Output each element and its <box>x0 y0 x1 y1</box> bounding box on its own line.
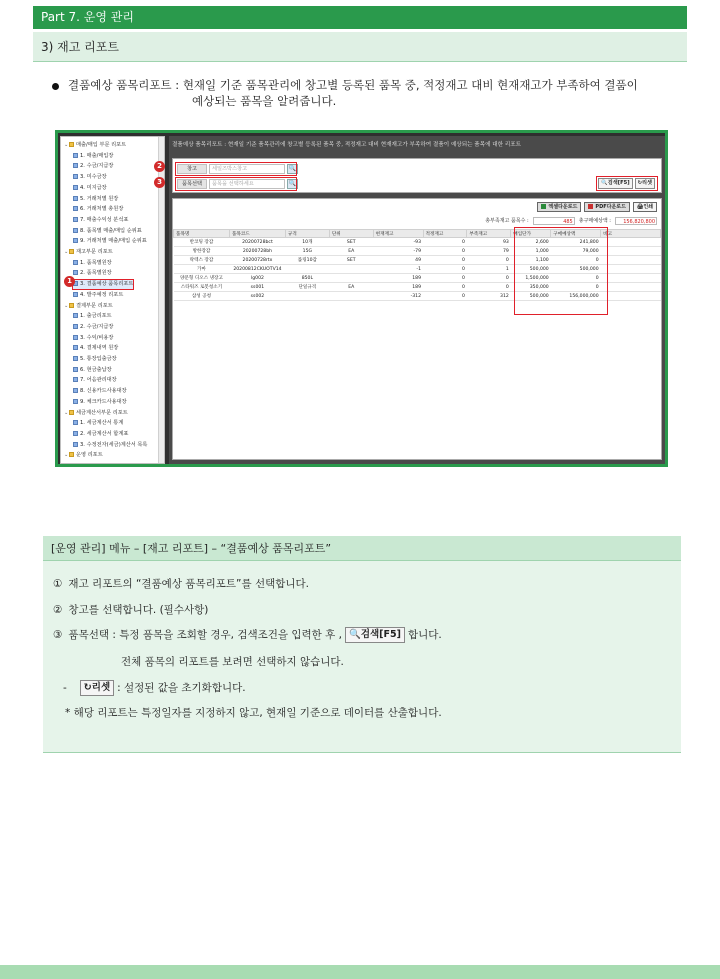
document-icon <box>73 163 78 168</box>
excel-icon <box>541 204 546 209</box>
tree-item-label: 3. 미수금장 <box>80 174 107 181</box>
intro-line-2: 예상되는 품목을 알려줍니다. <box>192 94 337 108</box>
column-header[interactable]: 단위 <box>329 230 373 238</box>
footer-bar <box>0 965 720 979</box>
warehouse-label: 창고 <box>177 164 207 174</box>
column-header[interactable]: 품목코드 <box>229 230 285 238</box>
tree-item-label: 9. 체크카드사용대장 <box>80 398 127 405</box>
column-header[interactable]: 부족재고 <box>467 230 511 238</box>
tree-item-label: 3. 수익/비용장 <box>80 334 114 341</box>
column-header[interactable]: 매입단가 <box>511 230 551 238</box>
sum-short-label: 총부족재고 품목수 : <box>485 218 529 224</box>
search-icon: 🔍 <box>348 629 361 640</box>
table-cell: lg002 <box>229 274 285 283</box>
folder-icon <box>69 303 74 308</box>
reset-icon: ↻ <box>83 682 92 693</box>
search-button[interactable]: 🔍검색[F5] <box>598 178 632 189</box>
table-cell: 1 <box>467 265 511 274</box>
step-1-number: ① <box>53 578 63 590</box>
document-icon <box>73 345 78 350</box>
table-cell <box>329 265 373 274</box>
table-cell: -312 <box>373 292 423 301</box>
table-cell: 49 <box>373 256 423 265</box>
table-cell: 0 <box>467 274 511 283</box>
summary-bar <box>485 217 657 225</box>
warehouse-input[interactable]: 세일즈박스창고 <box>209 164 285 174</box>
table-cell: 0 <box>423 265 467 274</box>
sum-short-value: 485 <box>533 217 575 225</box>
tree-item-label: 8. 신용카드사용대장 <box>80 388 127 395</box>
pdf-icon <box>588 204 593 209</box>
tree-item-label: 4. 발주예정 리포트 <box>80 291 124 298</box>
tree-item[interactable] <box>73 387 127 396</box>
expand-chevron-icon[interactable]: ⌄ <box>64 142 69 148</box>
item-label: 품목선택 <box>177 179 207 189</box>
table-cell: ss001 <box>229 283 285 292</box>
table-cell: 350,000 <box>511 283 551 292</box>
table-cell: EA <box>329 283 373 292</box>
step-2 <box>53 603 208 617</box>
price-columns-highlight <box>514 227 608 315</box>
section-title: 3) 재고 리포트 <box>41 40 119 54</box>
table-cell: 0 <box>551 256 601 265</box>
inline-reset-button: ↻리셋 <box>80 680 114 696</box>
table-cell: -93 <box>373 238 423 247</box>
badge-1: 1 <box>64 276 75 287</box>
table-cell: 93 <box>467 238 511 247</box>
report-tree[interactable] <box>60 136 165 464</box>
tree-folder[interactable] <box>64 302 113 311</box>
table-cell: 20200812CKUOTV14 <box>229 265 285 274</box>
document-icon <box>73 238 78 243</box>
table-cell <box>601 292 661 301</box>
table-cell: 0 <box>423 256 467 265</box>
tree-item[interactable] <box>73 430 128 439</box>
step-3-number: ③ <box>53 629 63 641</box>
tree-item-label: 2. 품목별원장 <box>80 270 112 277</box>
printer-icon: 🖨 <box>636 204 644 210</box>
tree-item-label: 2. 수금/지급장 <box>80 323 114 330</box>
reset-explanation <box>63 680 246 696</box>
table-cell: SET <box>329 256 373 265</box>
badge-2: 2 <box>154 161 165 172</box>
table-cell: SET <box>329 238 373 247</box>
tree-item[interactable] <box>73 237 147 246</box>
tree-item[interactable] <box>73 419 123 428</box>
footnote: * 해당 리포트는 특정일자를 지정하지 않고, 현재일 기준으로 데이터를 산출합니다. <box>65 707 442 719</box>
tree-item-label: 결제부문 리포트 <box>76 302 113 309</box>
document-icon <box>73 153 78 158</box>
table-cell: 0 <box>551 283 601 292</box>
tree-item[interactable] <box>73 152 113 161</box>
tree-item[interactable] <box>73 280 133 289</box>
sum-amount-label: 총구매예상액 : <box>578 218 611 224</box>
folder-icon <box>69 410 74 415</box>
document-icon <box>73 377 78 382</box>
tree-item[interactable] <box>73 344 118 353</box>
reset-description: : 설정된 값을 초기화합니다. <box>117 682 246 694</box>
report-grid-area <box>172 198 662 460</box>
instruction-heading: [운영 관리] 메뉴 – [재고 리포트] – “결품예상 품목리포트” <box>43 536 681 561</box>
export-toolbar <box>537 202 657 212</box>
tree-item-label: 6. 현금출납장 <box>80 366 112 373</box>
tree-folder[interactable] <box>64 248 113 257</box>
table-cell: 락텍스 장갑 <box>174 256 230 265</box>
table-cell <box>285 265 329 274</box>
table-cell: 양문형 디오스 냉장고 <box>174 274 230 283</box>
tree-item-label: 5. 거래처별 원장 <box>80 195 119 202</box>
tree-item[interactable] <box>73 205 123 214</box>
column-header[interactable]: 비고 <box>601 230 661 238</box>
table-cell: 79,000 <box>551 247 601 256</box>
table-cell <box>329 274 373 283</box>
table-cell: 스타워즈 로봇청소기 <box>174 283 230 292</box>
tree-item-label: 2. 세금계산서 합계표 <box>80 430 129 437</box>
tree-item[interactable] <box>73 355 117 364</box>
table-cell <box>285 292 329 301</box>
tree-item[interactable] <box>73 184 107 193</box>
tree-item-label: 1. 출금리포트 <box>80 313 112 320</box>
tree-item-label: 2. 수금/지급장 <box>80 163 114 170</box>
tree-item-label: 1. 세금계산서 통계 <box>80 420 124 427</box>
table-cell: 10개 <box>285 238 329 247</box>
print-button[interactable]: 🖨인쇄 <box>633 202 657 212</box>
table-cell <box>601 238 661 247</box>
document-icon <box>73 367 78 372</box>
tree-folder[interactable] <box>64 451 103 460</box>
document-icon <box>73 206 78 211</box>
document-icon <box>73 196 78 201</box>
intro-line-1: 결품예상 품목리포트 : 현재일 기준 품목관리에 창고별 등록된 품목 중, 적정재고 대비 현재재고가 부족하여 결품이 <box>68 78 638 92</box>
tree-item-label: 1. 매출/매입장 <box>80 152 114 159</box>
table-cell: -1 <box>373 265 423 274</box>
table-cell: 0 <box>467 283 511 292</box>
tree-item-label: 6. 거래처별 총원장 <box>80 206 124 213</box>
part-header <box>33 6 687 29</box>
column-header[interactable]: 현재재고 <box>373 230 423 238</box>
section-header <box>33 32 687 62</box>
document-icon <box>73 420 78 425</box>
badge-3: 3 <box>154 177 165 188</box>
folder-icon <box>69 142 74 147</box>
part-title: Part 7. 운영 관리 <box>41 10 134 24</box>
reset-button[interactable]: ↻리셋 <box>635 178 655 189</box>
step-2-number: ② <box>53 604 63 616</box>
table-cell: EA <box>329 247 373 256</box>
buttons-highlight <box>596 176 658 191</box>
search-icon: 🔍 <box>601 180 608 186</box>
table-cell: 롤링10갑 <box>285 256 329 265</box>
expand-chevron-icon[interactable]: ⌄ <box>64 409 69 416</box>
document-icon <box>73 185 78 190</box>
pdf-download-button[interactable]: PDF다운로드 <box>584 202 630 212</box>
table-cell: 0 <box>551 274 601 283</box>
table-cell: 단일규격 <box>285 283 329 292</box>
table-cell: 20200728bct <box>229 238 285 247</box>
table-cell: 500,000 <box>511 292 551 301</box>
tree-item[interactable] <box>73 366 112 375</box>
table-cell <box>601 256 661 265</box>
step-2-text: 창고를 선택합니다. (필수사항) <box>68 604 209 616</box>
table-cell: 0 <box>423 274 467 283</box>
column-header[interactable]: 적정재고 <box>423 230 467 238</box>
folder-icon <box>69 452 74 457</box>
document-icon <box>73 174 78 179</box>
tree-item-label: 3. 결품예상 품목리포트 <box>80 281 134 288</box>
document-icon <box>73 442 78 447</box>
folder-icon <box>69 249 74 254</box>
tree-item-label: 재고부문 리포트 <box>76 249 113 255</box>
column-header[interactable]: 구매예상액 <box>551 230 601 238</box>
table-cell: 1,000 <box>511 247 551 256</box>
step-1 <box>53 577 309 591</box>
document-icon <box>73 356 78 361</box>
document-icon <box>73 313 78 318</box>
table-cell <box>601 283 661 292</box>
expand-chevron-icon[interactable]: ⌄ <box>64 249 69 255</box>
document-icon <box>73 388 78 393</box>
tree-item-label: 8. 품목별 매출/매입 순위표 <box>80 227 142 234</box>
table-cell: 0 <box>423 292 467 301</box>
table-cell: 1,100 <box>511 256 551 265</box>
tree-item-label: 7. 어음관리대장 <box>80 377 117 384</box>
table-cell: 20200728rtx <box>229 256 285 265</box>
column-header[interactable]: 품목명 <box>174 230 230 238</box>
warehouse-highlight <box>175 162 297 176</box>
instruction-box <box>43 536 681 753</box>
search-conditions <box>172 158 662 193</box>
tree-item[interactable] <box>73 259 112 268</box>
table-cell: 500,000 <box>511 265 551 274</box>
step-1-text: 재고 리포트의 “결품예상 품목리포트”를 선택합니다. <box>68 578 309 590</box>
table-cell: 삼성 공청 <box>174 292 230 301</box>
tree-item[interactable] <box>73 334 113 343</box>
table-cell <box>601 265 661 274</box>
expand-chevron-icon[interactable]: ⌄ <box>64 302 69 309</box>
tree-item[interactable] <box>73 441 147 450</box>
table-cell: 850L <box>285 274 329 283</box>
report-panel <box>169 136 667 464</box>
document-icon <box>73 431 78 436</box>
tree-item-label: 세금계산서부문 리포트 <box>76 409 128 416</box>
reset-dash: - <box>63 682 67 694</box>
table-cell: -79 <box>373 247 423 256</box>
table-cell <box>601 274 661 283</box>
document-icon <box>73 260 78 265</box>
item-highlight <box>175 177 297 191</box>
table-cell: 방한장갑 <box>174 247 230 256</box>
table-cell: 189 <box>373 283 423 292</box>
table-cell <box>329 292 373 301</box>
tree-item[interactable] <box>73 291 123 300</box>
table-cell: 312 <box>467 292 511 301</box>
table-cell: 0 <box>467 256 511 265</box>
tree-folder[interactable] <box>64 141 126 150</box>
tree-item[interactable] <box>73 312 112 321</box>
panel-title: 결품예상 품목리포트 : 현재일 기준 품목관리에 창고별 등록된 품목 중, 적정재고 대비 현재재고가 부족하여 결품이 예상되는 품목에 대한 리포트 <box>172 142 522 148</box>
step-3-note: 전체 품목의 리포트를 보려면 선택하지 않습니다. <box>121 656 344 668</box>
tree-item-label: 7. 매출수익성 분석표 <box>80 216 129 223</box>
table-cell: 79 <box>467 247 511 256</box>
step-3-suffix: 합니다. <box>407 629 442 641</box>
table-cell: 1,500,000 <box>511 274 551 283</box>
document-icon <box>73 292 78 297</box>
reset-icon: ↻ <box>637 180 642 186</box>
document-icon <box>73 270 78 275</box>
item-search-icon[interactable]: 🔍 <box>288 180 297 187</box>
table-cell: 0 <box>423 238 467 247</box>
table-cell: ss002 <box>229 292 285 301</box>
table-cell: 0 <box>423 247 467 256</box>
warehouse-search-icon[interactable]: 🔍 <box>288 165 297 172</box>
table-cell: 156,000,000 <box>551 292 601 301</box>
column-header[interactable]: 규격 <box>285 230 329 238</box>
tree-item[interactable] <box>73 173 107 182</box>
table-cell: 가마 <box>174 265 230 274</box>
document-icon <box>73 324 78 329</box>
tree-item-label: 운영 리포트 <box>76 452 103 459</box>
table-cell <box>601 247 661 256</box>
step-3 <box>53 627 442 643</box>
table-cell: 189 <box>373 274 423 283</box>
tree-item-label: 1. 품목별원장 <box>80 259 112 266</box>
sum-amount-value: 156,820,800 <box>615 217 657 225</box>
tree-item[interactable] <box>73 162 113 171</box>
expand-chevron-icon[interactable]: ⌄ <box>64 452 69 459</box>
table-cell: 20200728bh <box>229 247 285 256</box>
tree-item[interactable] <box>73 195 118 204</box>
tree-item-label: 3. 수정전자(세금)계산서 목록 <box>80 441 148 448</box>
excel-download-button[interactable]: 엑셀다운로드 <box>537 202 581 212</box>
table-cell: 0 <box>423 283 467 292</box>
table-cell: 반코팅 장갑 <box>174 238 230 247</box>
tree-item-label: 매출/매입 부문 리포트 <box>76 142 127 148</box>
tree-item[interactable] <box>73 216 128 225</box>
tree-folder[interactable] <box>64 409 128 418</box>
step-3-text: 품목선택 : 특정 품목을 조회할 경우, 검색조건을 입력한 후 , <box>68 629 342 641</box>
tree-item-label: 4. 결제내역 원장 <box>80 345 119 352</box>
document-icon <box>73 228 78 233</box>
bullet-dot-icon <box>52 83 59 90</box>
table-cell: 15G <box>285 247 329 256</box>
table-cell: 241,800 <box>551 238 601 247</box>
tree-item-label: 9. 거래처별 매출/매입 순위표 <box>80 238 147 245</box>
tree-item[interactable] <box>73 376 117 385</box>
document-icon <box>73 217 78 222</box>
table-cell: 2,600 <box>511 238 551 247</box>
tree-item[interactable] <box>73 227 142 236</box>
tree-item[interactable] <box>73 398 127 407</box>
tree-item[interactable] <box>73 269 112 278</box>
inline-search-button: 🔍검색[F5] <box>345 627 405 643</box>
tree-item-label: 4. 미지급장 <box>80 184 107 191</box>
tree-item[interactable] <box>73 323 113 332</box>
document-icon <box>73 399 78 404</box>
app-screenshot <box>55 130 668 467</box>
tree-item-label: 5. 통장입출금장 <box>80 356 117 362</box>
table-cell: 500,000 <box>551 265 601 274</box>
document-icon <box>73 335 78 340</box>
item-input[interactable]: 품목을 선택하세요 <box>209 179 285 189</box>
